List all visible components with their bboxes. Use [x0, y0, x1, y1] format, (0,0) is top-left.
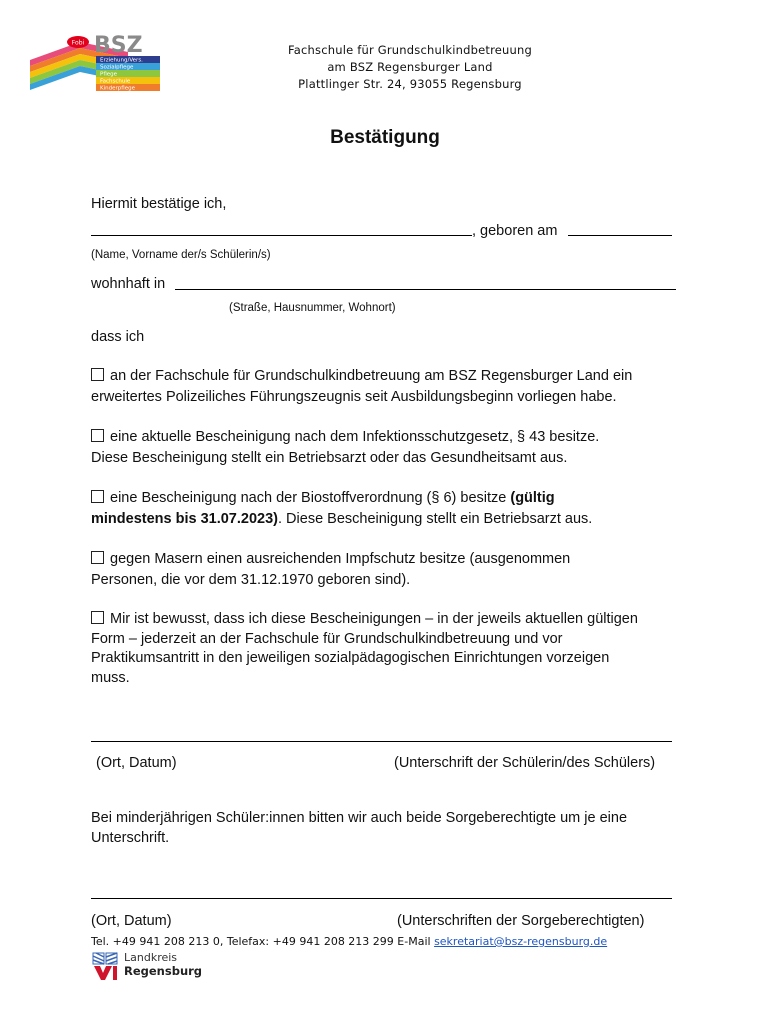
- list-item: an der Fachschule für Grundschulkindbetreuung am BSZ Regensburger Land ein erweitertes Polizeiliches Führungszeugnis seit Ausbildungsbeginn vorliegen habe.: [91, 368, 633, 405]
- svg-text:Erziehung/Vers.: Erziehung/Vers.: [100, 57, 143, 64]
- place-date-label-1: (Ort, Datum): [96, 755, 177, 771]
- svg-text:Fachschule: Fachschule: [100, 78, 131, 85]
- list-item: gegen Masern einen ausreichenden Impfschutz besitze (ausgenommen Personen, die vor dem 31.12.1970 geboren sind).: [91, 551, 571, 588]
- header-line-1: Fachschule für Grundschulkindbetreuung: [287, 43, 532, 57]
- list-item: Mir ist bewusst, dass ich diese Bescheinigungen – in der jeweils aktuellen gültigen Form – jederzeit an der Fachschule für Grundschulkindbetreuung und vor Praktikumsantritt in den jeweiligen sozialpädagogischen Einrichtungen vorzeigen muss.: [91, 611, 638, 686]
- school-header: [280, 42, 540, 93]
- district-logo: [91, 951, 211, 981]
- svg-text:BSZ: BSZ: [94, 33, 143, 58]
- footer-contact: Tel. +49 941 208 213 0, Telefax: +49 941 208 213 299 E-Mail sekretariat@bsz-regensburg.de: [91, 935, 608, 948]
- guardians-signature-label: (Unterschriften der Sorgeberechtigten): [397, 913, 645, 929]
- that-i-text: dass ich: [91, 329, 145, 345]
- checkbox-3[interactable]: [91, 490, 104, 503]
- minors-note: Bei minderjährigen Schüler:innen bitten wir auch beide Sorgeberechtigte um je eine Unterschrift.: [91, 810, 628, 846]
- residence-label: wohnhaft in: [91, 276, 166, 292]
- list-item: eine aktuelle Bescheinigung nach dem Infektionsschutzgesetz, § 43 besitze. Diese Bescheinigung stellt ein Betriebsarzt oder das Gesundheitsamt aus.: [91, 429, 600, 466]
- born-label: , geboren am: [472, 223, 558, 239]
- bsz-logo: [28, 30, 163, 92]
- address-field[interactable]: [175, 289, 676, 290]
- name-caption: (Name, Vorname der/s Schülerin/s): [91, 249, 271, 261]
- intro-text: Hiermit bestätige ich,: [91, 196, 227, 212]
- checkbox-2[interactable]: [91, 429, 104, 442]
- student-signature-field[interactable]: [91, 741, 672, 742]
- birthdate-field[interactable]: [568, 235, 672, 236]
- district-emblem-icon: [91, 951, 121, 981]
- district-label: Landkreis: [124, 951, 178, 964]
- address-caption: (Straße, Hausnummer, Wohnort): [229, 302, 396, 314]
- student-signature-label: (Unterschrift der Schülerin/des Schülers): [394, 755, 656, 771]
- checkbox-1[interactable]: [91, 368, 104, 381]
- district-name: Regensburg: [124, 964, 203, 978]
- document-title: Bestätigung: [330, 127, 440, 148]
- guardians-signature-field[interactable]: [91, 898, 672, 899]
- checkbox-4[interactable]: [91, 551, 104, 564]
- name-field[interactable]: [91, 235, 472, 236]
- checkbox-5[interactable]: [91, 611, 104, 624]
- list-item: eine Bescheinigung nach der Biostoffverordnung (§ 6) besitze (gültig mindestens bis 31.07.2023). Diese Bescheinigung stellt ein Betriebsarzt aus.: [91, 490, 593, 527]
- svg-text:Kinderpflege: Kinderpflege: [100, 85, 135, 92]
- svg-text:Pflege: Pflege: [100, 71, 118, 78]
- place-date-label-2: (Ort, Datum): [91, 913, 172, 929]
- svg-text:Sozialpflege: Sozialpflege: [100, 64, 134, 71]
- email-link[interactable]: sekretariat@bsz-regensburg.de: [434, 935, 608, 948]
- header-line-3: Plattlinger Str. 24, 93055 Regensburg: [298, 77, 522, 91]
- svg-text:Fobi: Fobi: [71, 39, 85, 47]
- bsz-logo-graphic: [28, 30, 163, 92]
- header-line-2: am BSZ Regensburger Land: [327, 60, 493, 74]
